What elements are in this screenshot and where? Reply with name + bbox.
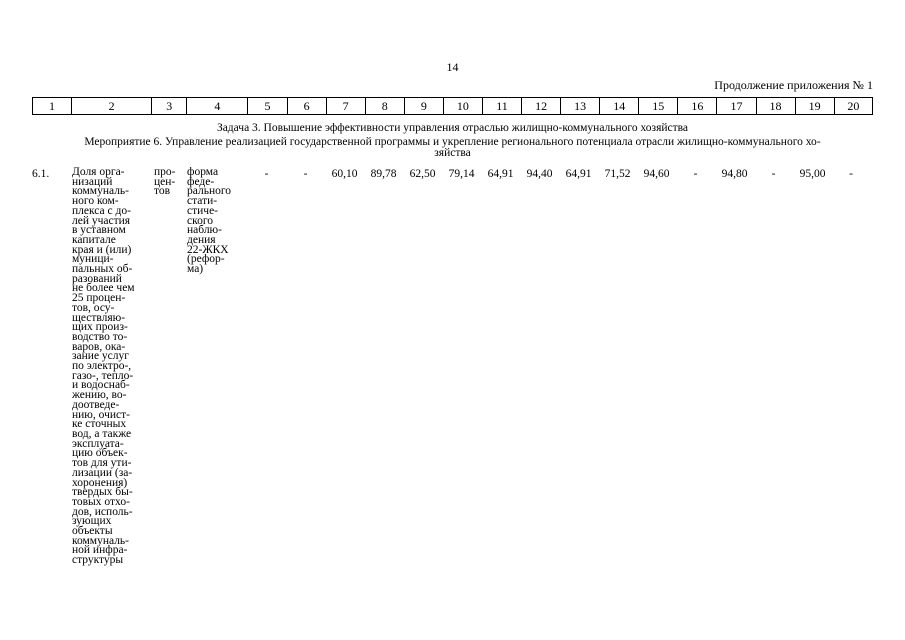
column-number-8: 8 (365, 98, 404, 115)
measure-title-line-1: Мероприятие 6. Управление реализацией государственной программы и укрепление регионального потенциала отрасли жилищно-коммунального хо- (84, 136, 821, 148)
value-column-13: 64,91 (565, 168, 592, 180)
column-number-19: 19 (795, 98, 834, 115)
value-column-19: 95,00 (799, 168, 826, 180)
row-number: 6.1. (32, 168, 50, 180)
value-column-8: 89,78 (370, 168, 397, 180)
value-column-7: 60,10 (331, 168, 358, 180)
column-number-2: 2 (72, 98, 152, 115)
value-column-20: - (849, 168, 853, 180)
value-column-15: 94,60 (643, 168, 670, 180)
value-column-9: 62,50 (409, 168, 436, 180)
indicator-name: Доля орга- низаций коммуналь- ного ком- плекса с до- лей участия в уставном капитале края и (или) муници- пальных об- разований не более чем 25 процен- тов, осу- ществляю- щих произ- водство то- варов, ока- зание услуг по электро-, газо-, тепло- и водоснаб- жению, во- доотведе- нию, очист- ке сточных вод, а также эксплуата- цию объек- тов для ути- лизации (за- хоронения) твердых бы- товых отхо- дов, исполь- зующих объекты коммуналь- ной инфра- структуры (72, 166, 135, 567)
column-number-13: 13 (561, 98, 600, 115)
value-column-17: 94,80 (721, 168, 748, 180)
value-column-11: 64,91 (487, 168, 514, 180)
column-number-6: 6 (287, 98, 326, 115)
value-column-14: 71,52 (604, 168, 631, 180)
column-number-1: 1 (33, 98, 72, 115)
column-number-11: 11 (482, 98, 521, 115)
measure-title-line-2: зяйства (434, 147, 471, 159)
page-number: 14 (446, 60, 459, 74)
column-number-4: 4 (187, 98, 248, 115)
measure-title (32, 137, 873, 159)
value-column-5: - (264, 168, 269, 180)
column-number-18: 18 (756, 98, 795, 115)
value-column-10: 79,14 (448, 168, 475, 180)
value-column-18: - (771, 168, 776, 180)
column-number-5: 5 (248, 98, 287, 115)
column-number-17: 17 (717, 98, 756, 115)
value-column-16: - (693, 168, 698, 180)
column-number-7: 7 (326, 98, 365, 115)
column-number-14: 14 (600, 98, 639, 115)
column-number-15: 15 (639, 98, 678, 115)
appendix-continuation-label: Продолжение приложения № 1 (714, 78, 873, 92)
data-source: форма феде- рального стати- стиче- ского наблю- дения 22-ЖКХ (рефор- ма) (187, 166, 232, 276)
column-number-9: 9 (404, 98, 443, 115)
unit-of-measure: про- цен- тов (154, 166, 176, 198)
column-number-12: 12 (522, 98, 561, 115)
value-column-12: 94,40 (526, 168, 553, 180)
column-number-10: 10 (443, 98, 482, 115)
column-number-16: 16 (678, 98, 717, 115)
value-column-6: - (303, 168, 308, 180)
column-number-20: 20 (834, 98, 872, 115)
task-title: Задача 3. Повышение эффективности управления отраслью жилищно-коммунального хозяйства (216, 122, 689, 134)
header-row (33, 98, 873, 115)
column-number-header (32, 97, 873, 115)
column-number-3: 3 (152, 98, 187, 115)
